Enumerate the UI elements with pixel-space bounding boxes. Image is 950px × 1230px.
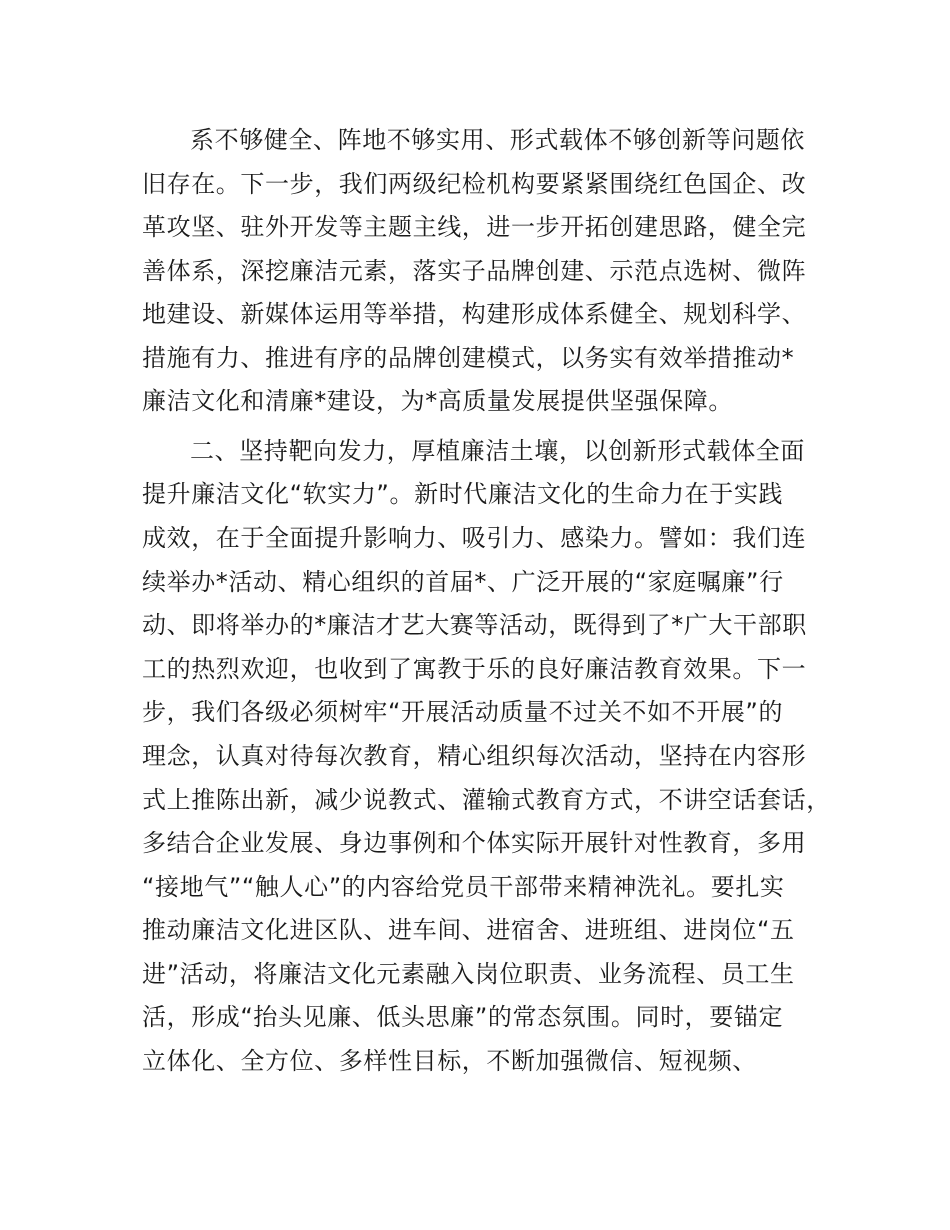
text-line: 善体系，深挖廉洁元素，落实子品牌创建、示范点选树、微阵 [142, 257, 807, 285]
text-line: 系不够健全、阵地不够实用、形式载体不够创新等问题依 [190, 126, 805, 154]
text-line: 成效，在于全面提升影响力、吸引力、感染力。譬如：我们连 [142, 524, 807, 552]
text-line: 地建设、新媒体运用等举措，构建形成体系健全、规划科学、 [142, 300, 807, 328]
text-line: 革攻坚、驻外开发等主题主线，进一步开拓创建思路，健全完 [142, 213, 807, 241]
text-line: 步，我们各级必须树牢“开展活动质量不过关不如不开展”的 [142, 698, 784, 726]
text-line: 措施有力、推进有序的品牌创建模式，以务实有效举措推动* [142, 344, 795, 372]
text-line: 工的热烈欢迎，也收到了寓教于乐的良好廉洁教育效果。下一 [142, 655, 807, 683]
text-line: 活，形成“抬头见廉、低头思廉”的常态氛围。同时，要锚定 [142, 1003, 784, 1031]
text-line: 动、即将举办的*廉洁才艺大赛等活动，既得到了*广大干部职 [142, 611, 807, 639]
text-line: 立体化、全方位、多样性目标，不断加强微信、短视频、 [142, 1047, 757, 1075]
text-line: 续举办*活动、精心组织的首届*、广泛开展的“家庭嘱廉”行 [142, 568, 784, 596]
text-line: 式上推陈出新，减少说教式、灌输式教育方式，不讲空话套话， [142, 786, 831, 814]
text-line: 廉洁文化和清廉*建设，为*高质量发展提供坚强保障。 [142, 387, 733, 415]
text-line: 旧存在。下一步，我们两级纪检机构要紧紧围绕红色国企、改 [142, 170, 807, 198]
text-line: 多结合企业发展、身边事例和个体实际开展针对性教育，多用 [142, 829, 807, 857]
text-line: 二、坚持靶向发力，厚植廉洁土壤，以创新形式载体全面 [190, 437, 805, 465]
text-line: 提升廉洁文化“软实力”。新时代廉洁文化的生命力在于实践 [142, 480, 784, 508]
text-line: “接地气”“触人心”的内容给党员干部带来精神洗礼。要扎实 [142, 873, 785, 901]
text-line: 理念，认真对待每次教育，精心组织每次活动，坚持在内容形 [142, 742, 807, 770]
text-line: 进”活动，将廉洁文化元素融入岗位职责、业务流程、员工生 [142, 960, 795, 988]
text-line: 推动廉洁文化进区队、进车间、进宿舍、进班组、进岗位“五 [142, 916, 795, 944]
